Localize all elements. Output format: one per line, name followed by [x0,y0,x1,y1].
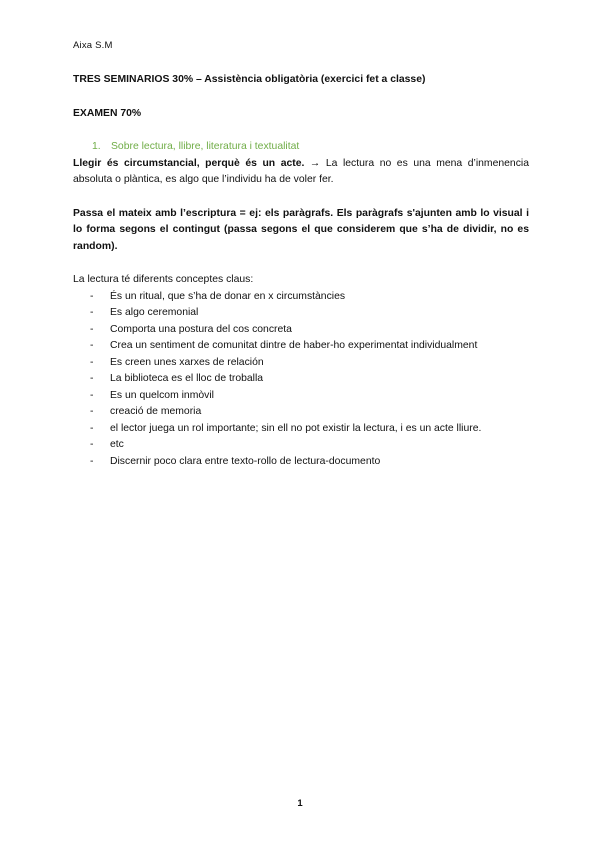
list-item: - el lector juega un rol importante; sin ell no pot existir la lectura, i es un acte lliure. [73,421,529,438]
bullet-dash: - [90,439,94,450]
bullet-dash: - [90,307,94,318]
section-heading [73,139,529,156]
bullet-dash: - [90,356,94,368]
bullet-dash: - [90,373,94,384]
bullet-dash: - [90,422,94,434]
bullet-dash: - [90,406,94,417]
list-item: - Es un quelcom inmòvil [73,388,529,405]
list-item: - Es creen unes xarxes de relación [73,355,529,372]
list-item: - Discernir poco clara entre texto-rollo de lectura-documento [73,454,529,471]
exam-line: EXAMEN 70% [73,107,142,119]
document-body [73,72,529,470]
paragraph-reading [73,156,529,189]
paragraph-writing: Passa el mateix amb l’escriptura = ej: els paràgrafs. Els paràgrafs s'ajunten amb lo visual i lo forma segons el contingut (passa segons el que considerem que s’ha de dividir, no es random). [73,207,529,252]
paragraph-reading-bold: Llegir és circumstancial, perquè és un acte. [73,157,305,169]
section-heading-text: Sobre lectura, llibre, literatura i textualitat [111,141,300,152]
list-item: - Es algo ceremonial [73,305,529,322]
list-item: - creació de memoria [73,404,529,421]
bullet-dash: - [90,290,94,302]
bullet-dash: - [90,455,94,467]
page-number: 1 [297,798,303,809]
list-item: - Comporta una postura del cos concreta [73,322,529,339]
list-item: - La biblioteca es el lloc de troballa [73,371,529,388]
list-intro: La lectura té diferents conceptes claus: [73,274,254,285]
list-item: - Crea un sentiment de comunitat dintre de haber-ho experimentat individualment [73,338,529,355]
list-item: - etc [73,437,529,454]
list-item: - És un ritual, que s’ha de donar en x circumstàncies [73,289,529,306]
bullet-dash: - [90,323,94,335]
author-header: Aixa S.M [73,40,113,51]
bullet-dash: - [90,340,94,351]
concept-list [73,289,529,471]
seminar-line: TRES SEMINARIOS 30% – Assistència obligatòria (exercici fet a classe) [73,74,426,85]
bullet-dash: - [90,389,94,401]
section-number: 1. [92,141,101,152]
paragraph-reading-rest: → La lectura no es una mena d’inmenencia absoluta o plàntica, es algo que l’individu ha de voler fer. [73,157,529,185]
